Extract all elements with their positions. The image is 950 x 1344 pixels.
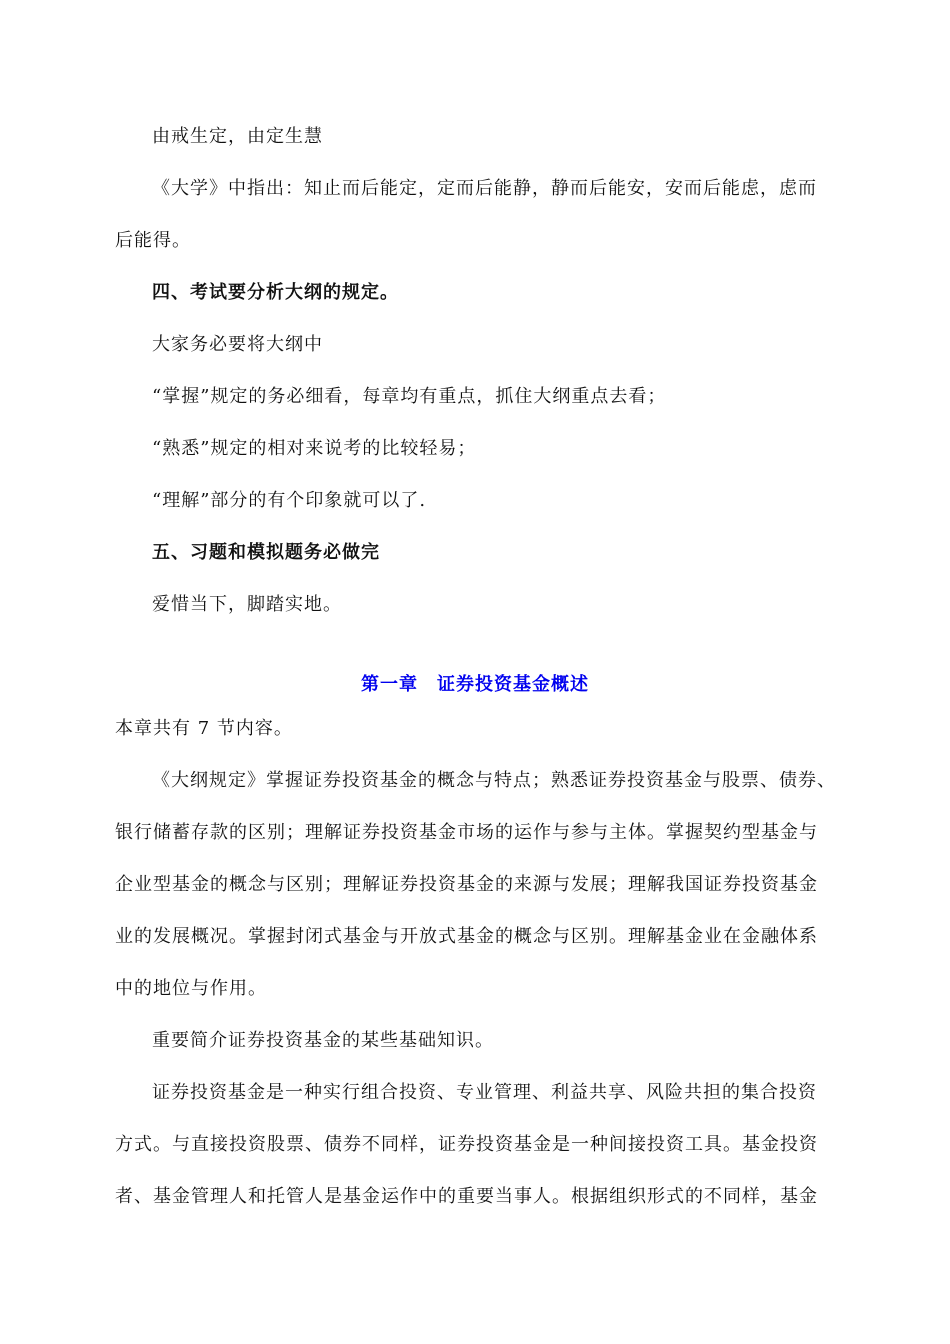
paragraph-line: 后能得。: [115, 230, 191, 251]
paragraph-line: 由戒生定，由定生慧: [152, 126, 323, 147]
paragraph-line: 爱惜当下，脚踏实地。: [152, 594, 342, 615]
paragraph-line: 大家务必要将大纲中: [152, 334, 323, 355]
paragraph-line: “理解”部分的有个印象就可以了.: [152, 490, 427, 511]
paragraph-line: “掌握”规定的务必细看，每章均有重点，抓住大纲重点去看；: [152, 386, 667, 407]
paragraph-line: 《大纲规定》掌握证券投资基金的概念与特点；熟悉证券投资基金与股票、债券、: [152, 770, 836, 791]
paragraph-line: “熟悉”规定的相对来说考的比较轻易；: [152, 438, 477, 459]
paragraph-line: 银行储蓄存款的区别；理解证券投资基金市场的运作与参与主体。掌握契约型基金与: [115, 822, 818, 843]
paragraph-line: 本章共有 7 节内容。: [115, 718, 293, 739]
section-heading: 四、考试要分析大纲的规定。: [152, 282, 399, 303]
paragraph-line: 中的地位与作用。: [115, 978, 267, 999]
paragraph-line: 证券投资基金是一种实行组合投资、专业管理、利益共享、风险共担的集合投资: [152, 1082, 817, 1103]
paragraph-line: 企业型基金的概念与区别；理解证券投资基金的来源与发展；理解我国证券投资基金: [115, 874, 818, 895]
chapter-title: 第一章 证券投资基金概述: [361, 674, 589, 695]
paragraph-line: 《大学》中指出：知止而后能定，定而后能静，静而后能安，安而后能虑，虑而: [152, 178, 817, 199]
paragraph-line: 业的发展概况。掌握封闭式基金与开放式基金的概念与区别。理解基金业在金融体系: [115, 926, 818, 947]
paragraph-line: 者、基金管理人和托管人是基金运作中的重要当事人。根据组织形式的不同样，基金: [115, 1186, 818, 1207]
section-heading: 五、习题和模拟题务必做完: [152, 542, 380, 563]
paragraph-line: 重要简介证券投资基金的某些基础知识。: [152, 1030, 494, 1051]
paragraph-line: 方式。与直接投资股票、债券不同样，证券投资基金是一种间接投资工具。基金投资: [115, 1134, 818, 1155]
